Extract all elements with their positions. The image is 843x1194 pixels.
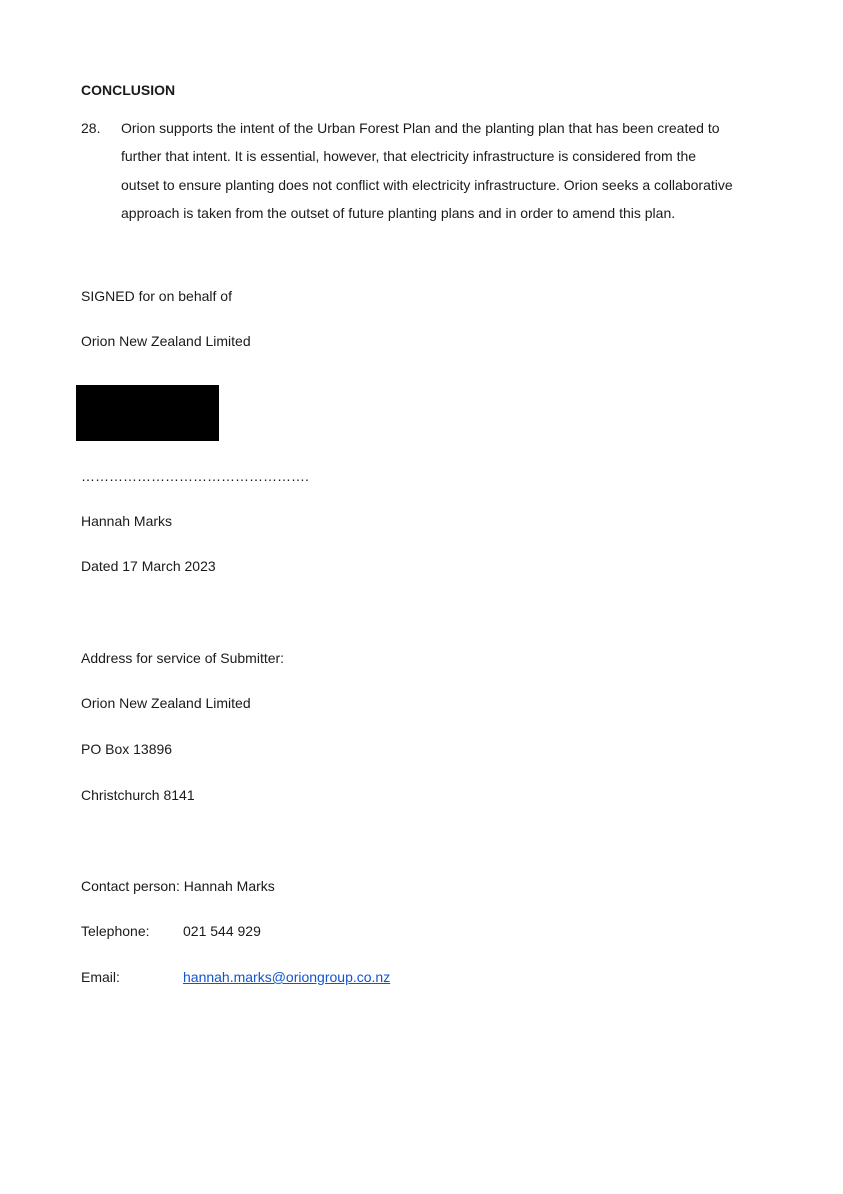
section-heading: CONCLUSION: [81, 82, 176, 98]
telephone-label: Telephone:: [81, 923, 150, 939]
date-signed: Dated 17 March 2023: [81, 558, 216, 574]
email-label: Email:: [81, 969, 120, 985]
redacted-signature: [76, 385, 219, 441]
paragraph-line: Orion supports the intent of the Urban Forest Plan and the planting plan that has been created to: [121, 120, 720, 136]
address-company: Orion New Zealand Limited: [81, 695, 251, 711]
address-city: Christchurch 8141: [81, 787, 195, 803]
signatory-company: Orion New Zealand Limited: [81, 333, 251, 349]
paragraph-line: approach is taken from the outset of future planting plans and in order to amend this plan.: [121, 205, 676, 221]
signed-for-label: SIGNED for on behalf of: [81, 288, 232, 304]
paragraph-number: 28.: [81, 120, 101, 136]
contact-person: Contact person: Hannah Marks: [81, 878, 275, 894]
paragraph-line: outset to ensure planting does not conflict with electricity infrastructure. Orion seeks a collaborative: [121, 177, 733, 193]
address-po-box: PO Box 13896: [81, 741, 173, 757]
telephone-value: 021 544 929: [183, 923, 261, 939]
address-label: Address for service of Submitter:: [81, 650, 285, 666]
email-link[interactable]: hannah.marks@oriongroup.co.nz: [183, 969, 391, 985]
signatory-name: Hannah Marks: [81, 513, 173, 529]
signature-line: ………………………………………….: [81, 468, 309, 484]
paragraph-line: further that intent. It is essential, however, that electricity infrastructure is considered from the: [121, 148, 697, 164]
